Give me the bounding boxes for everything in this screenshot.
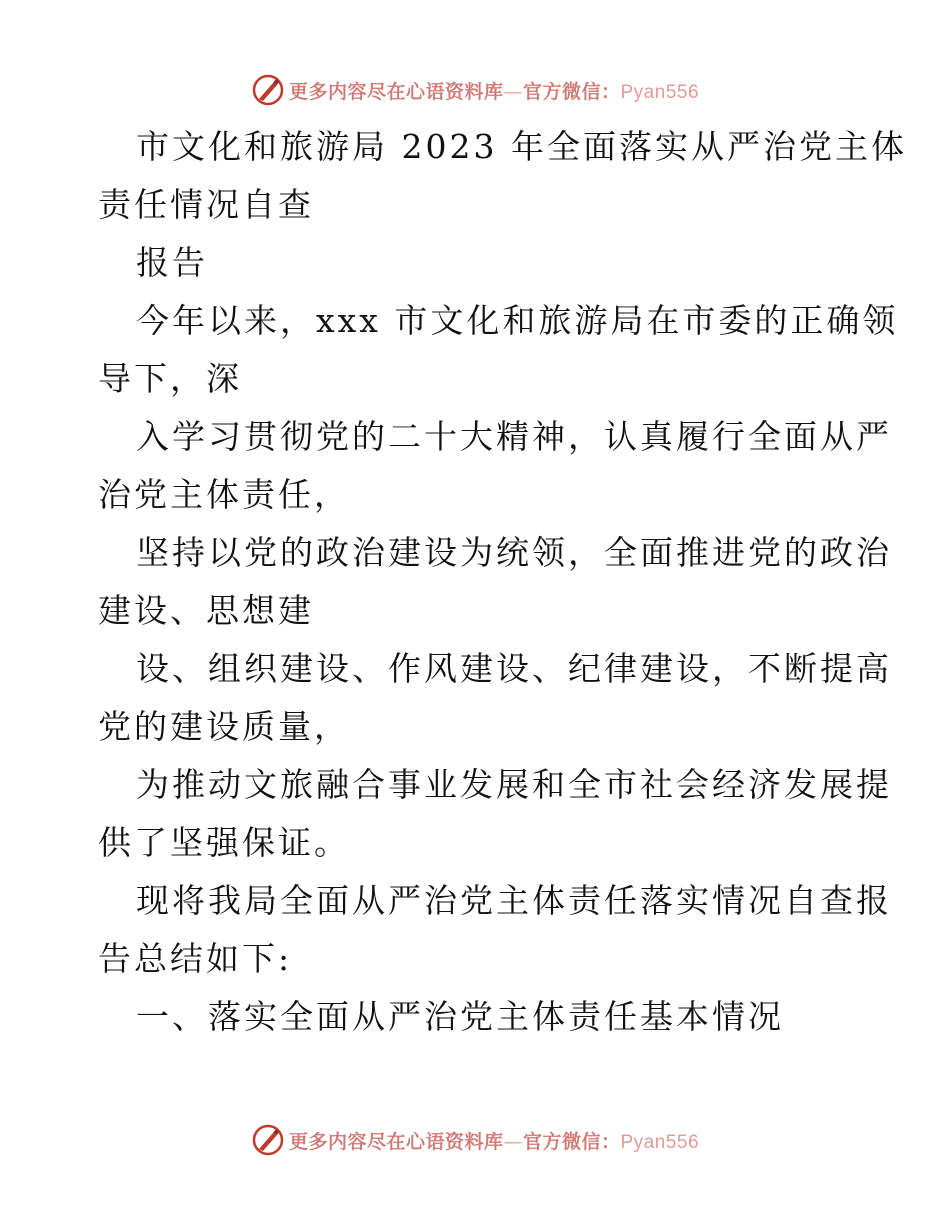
watermark-text	[289, 77, 699, 104]
text-line: 责任情况自查	[98, 185, 314, 224]
header-watermark	[0, 70, 950, 110]
text-line: 建设、思想建	[98, 591, 314, 630]
watermark-main: 更多内容尽在心语资料库	[288, 80, 504, 103]
text-line: 党的建设质量，	[98, 707, 350, 746]
document-body	[98, 118, 907, 1046]
footer-watermark	[0, 1120, 950, 1160]
text-line: 今年以来，xxx 市文化和旅游局在市委的正确领	[136, 301, 899, 340]
text-line: 坚持以党的政治建设为统领，全面推进党的政治	[136, 533, 892, 572]
text-line: 告总结如下:	[98, 939, 293, 978]
text-line: 现将我局全面从严治党主体责任落实情况自查报	[136, 881, 892, 920]
text-line: 报告	[136, 243, 208, 282]
text-line: 为推动文旅融合事业发展和全市社会经济发展提	[136, 765, 892, 804]
text-line: 导下，深	[98, 359, 242, 398]
text-line: 设、组织建设、作风建设、纪律建设，不断提高	[136, 649, 892, 688]
watermark-brand: Pyan556	[620, 1131, 700, 1153]
text-line: 治党主体责任，	[98, 475, 350, 514]
watermark-brand: Pyan556	[620, 81, 700, 103]
pen-logo-icon	[251, 1123, 285, 1157]
text-line: 市文化和旅游局 2023 年全面落实从严治党主体	[136, 127, 907, 166]
watermark-sub: 官方微信：	[522, 80, 621, 103]
text-line: 一、落实全面从严治党主体责任基本情况	[136, 997, 784, 1036]
watermark-text	[289, 1127, 699, 1154]
watermark-sub: 官方微信：	[522, 1130, 621, 1153]
text-line: 入学习贯彻党的二十大精神，认真履行全面从严	[136, 417, 892, 456]
watermark-dash: —	[503, 80, 523, 103]
watermark-dash: —	[503, 1130, 523, 1153]
text-line: 供了坚强保证。	[98, 823, 350, 862]
watermark-main: 更多内容尽在心语资料库	[288, 1130, 504, 1153]
pen-logo-icon	[251, 73, 285, 107]
